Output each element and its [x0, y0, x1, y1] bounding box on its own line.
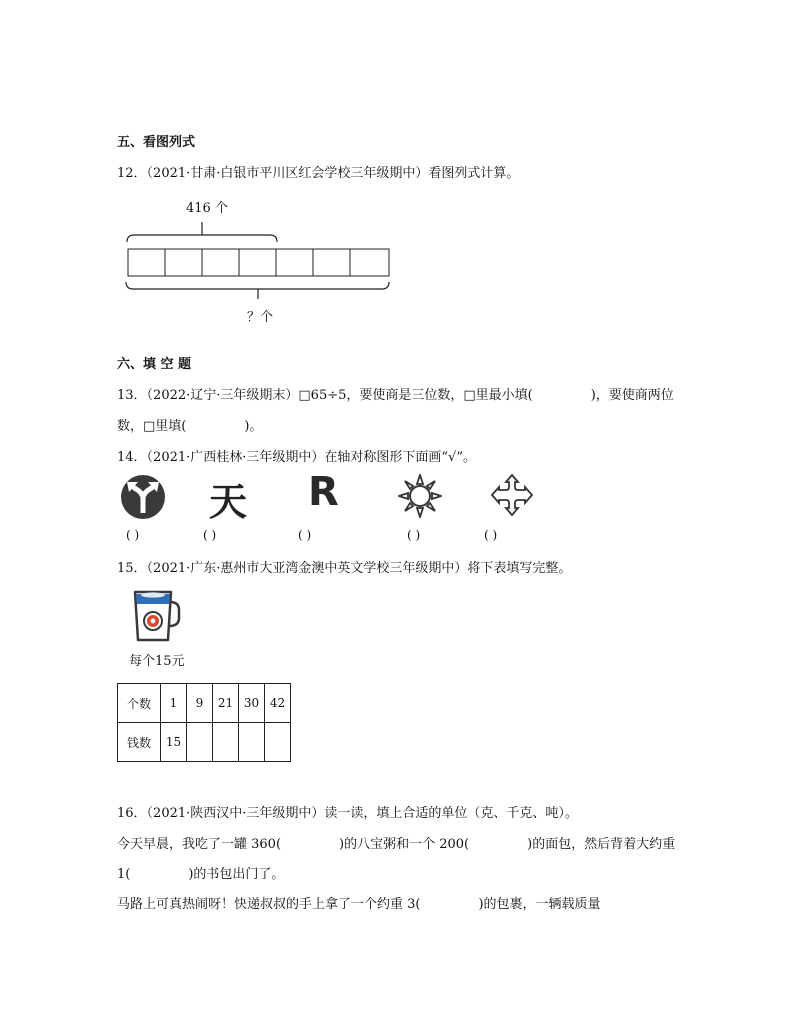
r-letter: R — [308, 469, 339, 515]
q16-text-g: )的包裹，一辆载质量 — [478, 897, 601, 912]
question-15-text: 15．（2021·广东·惠州市大亚湾金澳中英文学校三年级期中）将下表填写完整。 — [117, 561, 572, 576]
box-7 — [350, 249, 389, 276]
q16-text-e: )的书包出门了。 — [188, 867, 285, 882]
four-arrows-star-icon — [489, 473, 535, 517]
table-row — [118, 684, 291, 723]
q14-blank-3[interactable]: ( ) — [298, 528, 312, 542]
table-cell: 钱数 — [118, 723, 161, 762]
cup-icon — [131, 588, 183, 644]
question-16-line-4 — [117, 893, 601, 912]
answer-cell[interactable] — [239, 723, 265, 762]
table-cell: 个数 — [118, 684, 161, 723]
table-row — [118, 723, 291, 762]
table-cell: 42 — [265, 684, 291, 723]
q16-text-d: 1( — [117, 867, 131, 882]
question-16-text: 16．（2021·陕西汉中·三年级期中）读一读，填上合适的单位（克、千克、吨）。 — [117, 806, 578, 821]
q13-text-a: 13．（2022·辽宁·三年级期末）□65÷5，要使商是三位数，□里最小填( — [117, 388, 533, 403]
fork-arrow-sign-icon — [119, 473, 167, 521]
sun-icon — [398, 474, 442, 518]
question-13-line-1 — [117, 384, 674, 403]
table-cell: 21 — [213, 684, 239, 723]
q13-text-c: 数，□里填( — [117, 419, 187, 434]
bar-diagram — [120, 214, 400, 300]
question-12-text: 12．（2021·甘肃·白银市平川区红会学校三年级期中）看图列式计算。 — [117, 166, 520, 181]
section-heading-5: 五、看图列式 — [117, 135, 196, 150]
q14-blank-4[interactable]: ( ) — [407, 528, 421, 542]
box-row — [128, 249, 389, 276]
box-2 — [165, 249, 202, 276]
question-16-line-2 — [117, 833, 675, 852]
box-1 — [128, 249, 165, 276]
q16-text-b: )的八宝粥和一个 200( — [339, 837, 470, 852]
table-cell: 15 — [161, 723, 187, 762]
q14-blank-1[interactable]: ( ) — [126, 528, 140, 542]
bracket-bottom-label: ？个 — [247, 310, 274, 325]
q13-text-d: )。 — [244, 419, 263, 434]
top-bracket — [127, 235, 277, 242]
table-cell: 30 — [239, 684, 265, 723]
q13-text-b: )，要使商两位 — [590, 388, 674, 403]
q16-text-c: )的面包，然后背着大约重 — [527, 837, 676, 852]
cup-price-caption: 每个15元 — [129, 654, 185, 669]
table-cell: 1 — [161, 684, 187, 723]
box-6 — [313, 249, 350, 276]
q16-text-a: 今天早晨，我吃了一罐 360( — [117, 837, 282, 852]
q14-blank-5[interactable]: ( ) — [484, 528, 498, 542]
price-table — [117, 683, 291, 762]
q14-blank-2[interactable]: ( ) — [203, 528, 217, 542]
box-4 — [239, 249, 276, 276]
question-14-text: 14．（2021·广西桂林·三年级期中）在轴对称图形下面画“√”。 — [117, 450, 476, 465]
box-3 — [202, 249, 239, 276]
answer-cell[interactable] — [265, 723, 291, 762]
bracket-top-label: 416 个 — [186, 201, 228, 216]
answer-cell[interactable] — [187, 723, 213, 762]
table-cell: 9 — [187, 684, 213, 723]
answer-cell[interactable] — [213, 723, 239, 762]
bottom-bracket — [126, 282, 389, 289]
section-heading-6: 六、填 空 题 — [117, 357, 192, 372]
tian-character: 天 — [209, 480, 248, 524]
question-13-line-2 — [117, 415, 262, 434]
question-16-line-3 — [117, 863, 284, 882]
box-5 — [276, 249, 313, 276]
q16-text-f: 马路上可真热闹呀！快递叔叔的手上拿了一个约重 3( — [117, 897, 421, 912]
